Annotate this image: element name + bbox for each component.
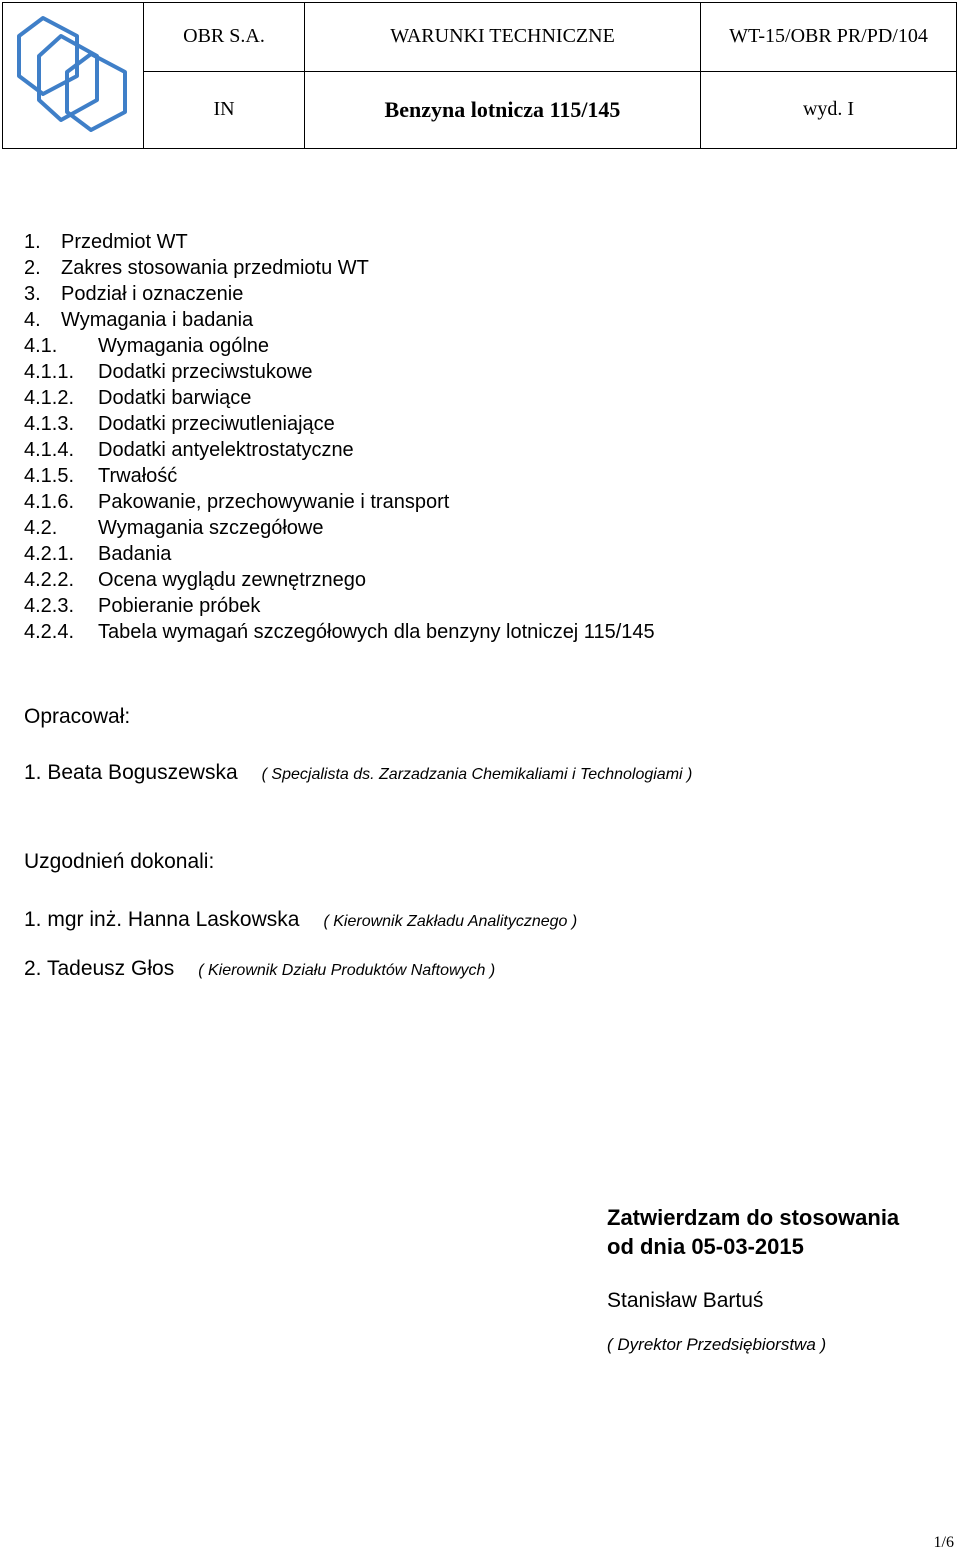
toc-item (24, 359, 655, 385)
toc-item (24, 411, 655, 437)
approver-position: ( Dyrektor Przedsiębiorstwa ) (607, 1335, 827, 1354)
document-header (2, 2, 957, 149)
toc-text: Ocena wyglądu zewnętrznego (98, 569, 366, 591)
toc-text: Pobieranie próbek (98, 595, 261, 617)
toc-number: 4.1.6. (24, 491, 75, 513)
toc-item (24, 593, 655, 619)
toc-text: Wymagania ogólne (98, 335, 270, 357)
approval-heading: Zatwierdzam do stosowania (607, 1205, 900, 1230)
agreed-by-person (24, 957, 495, 981)
toc-text: Tabela wymagań szczegółowych dla benzyny lotniczej 115/145 (98, 621, 655, 643)
toc-text: Dodatki barwiące (98, 387, 252, 409)
toc-text: Badania (98, 543, 172, 565)
toc-text: Wymagania szczegółowe (98, 517, 324, 539)
hexagon-molecule-logo-icon (11, 10, 135, 142)
toc-item (24, 567, 655, 593)
toc-text: Przedmiot WT (61, 231, 188, 253)
toc-item (24, 515, 655, 541)
toc-number: 4.2.3. (24, 595, 75, 617)
toc-number: 4.1.1. (24, 361, 75, 383)
approver-name: Stanisław Bartuś (607, 1289, 764, 1312)
toc-item (24, 619, 655, 645)
toc-item (24, 437, 655, 463)
toc-number: 4.1. (24, 335, 58, 357)
prepared-by-label: Opracował: (24, 705, 131, 728)
doc-type: WARUNKI TECHNICZNE (305, 3, 701, 72)
toc-item (24, 333, 655, 359)
agreed-by-person (24, 908, 577, 932)
toc-text: Trwałość (98, 465, 178, 487)
toc-number: 4.1.4. (24, 439, 75, 461)
person-role: ( Kierownik Działu Produktów Naftowych ) (198, 962, 496, 979)
toc-number: 4.2.2. (24, 569, 75, 591)
logo-cell (3, 3, 144, 149)
toc-item (24, 229, 655, 255)
person-role: ( Specjalista ds. Zarzadzania Chemikaliami i Technologiami ) (261, 766, 693, 783)
toc-number: 4.1.3. (24, 413, 75, 435)
toc-item (24, 541, 655, 567)
toc-text: Zakres stosowania przedmiotu WT (61, 257, 369, 279)
toc-number: 4.1.5. (24, 465, 75, 487)
toc-item (24, 463, 655, 489)
toc-number: 4.2.4. (24, 621, 75, 643)
person-name: 2. Tadeusz Głos (24, 957, 175, 980)
toc-number: 4. (24, 309, 41, 331)
toc-number: 4.1.2. (24, 387, 75, 409)
toc-text: Wymagania i badania (61, 309, 254, 331)
toc-text: Dodatki przeciwutleniające (98, 413, 335, 435)
toc-item (24, 385, 655, 411)
toc-text: Pakowanie, przechowywanie i transport (98, 491, 450, 513)
prepared-by-person (24, 761, 692, 785)
page-number: 1/6 (933, 1534, 954, 1551)
toc-number: 4.2. (24, 517, 58, 539)
person-role: ( Kierownik Zakładu Analitycznego ) (323, 913, 578, 930)
approval-block (607, 1203, 899, 1355)
toc-item (24, 281, 655, 307)
doc-lang: IN (144, 71, 305, 148)
doc-code: WT-15/OBR PR/PD/104 (701, 3, 957, 72)
person-name: 1. mgr inż. Hanna Laskowska (24, 908, 300, 931)
toc-item (24, 307, 655, 333)
agreed-by-label: Uzgodnień dokonali: (24, 850, 215, 873)
toc-number: 1. (24, 231, 41, 253)
toc-item (24, 489, 655, 515)
toc-item (24, 255, 655, 281)
doc-title: Benzyna lotnicza 115/145 (305, 71, 701, 148)
toc-number: 3. (24, 283, 41, 305)
toc-number: 4.2.1. (24, 543, 75, 565)
table-of-contents (24, 229, 655, 645)
approval-date: od dnia 05-03-2015 (607, 1234, 804, 1259)
org-name: OBR S.A. (144, 3, 305, 72)
toc-text: Dodatki przeciwstukowe (98, 361, 313, 383)
toc-text: Dodatki antyelektrostatyczne (98, 439, 354, 461)
toc-number: 2. (24, 257, 41, 279)
doc-edition: wyd. I (701, 71, 957, 148)
person-name: 1. Beata Boguszewska (24, 761, 238, 784)
toc-text: Podział i oznaczenie (61, 283, 244, 305)
